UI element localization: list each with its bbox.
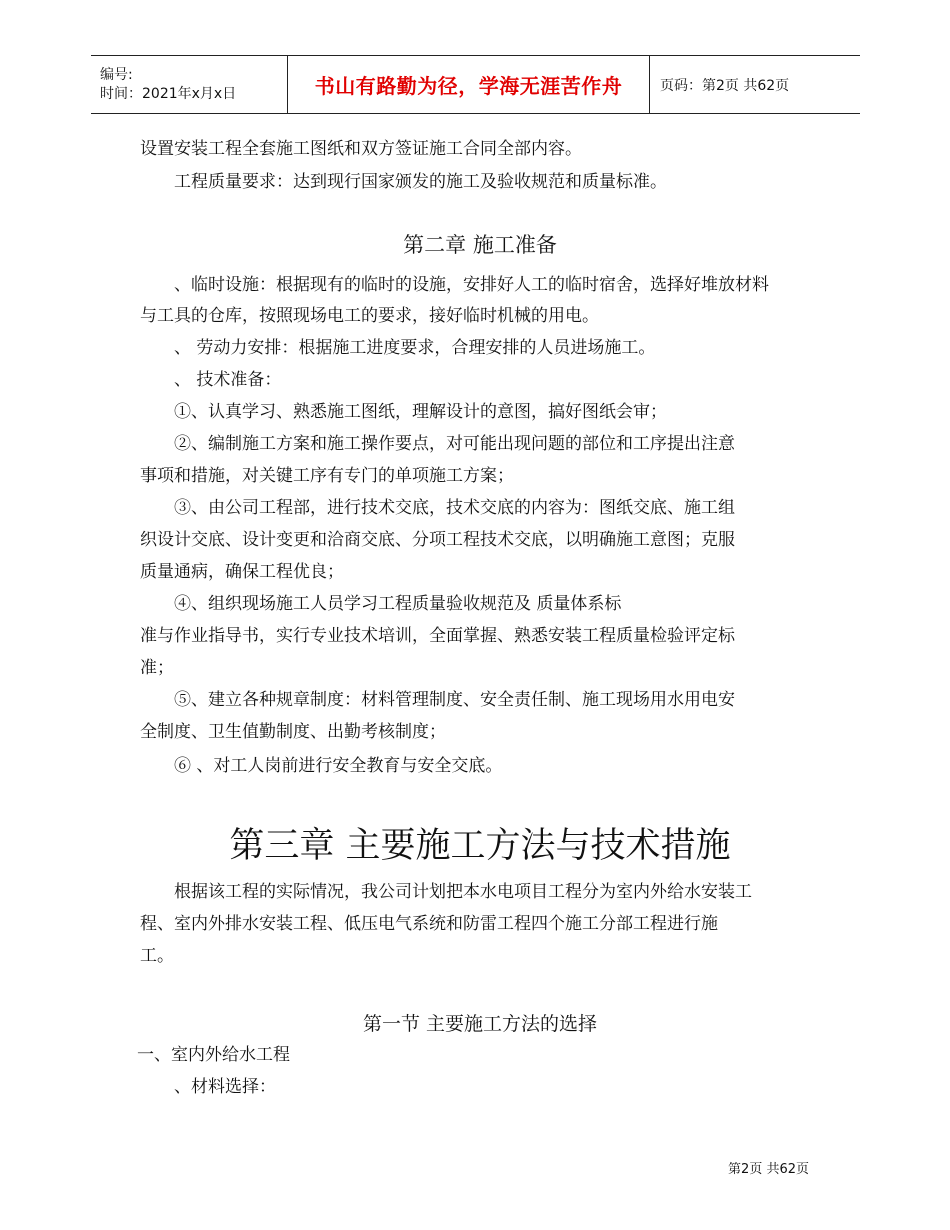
intro-paragraph: 设置安装工程全套施工图纸和双方签证施工合同全部内容。: [140, 139, 582, 159]
document-number-label: 编号:: [100, 66, 133, 83]
tech-item-3-line-2: 织设计交底、设计变更和洽商交底、分项工程技术交底，以明确施工意图；克服: [140, 530, 735, 550]
temp-facilities-line-2: 与工具的仓库，按照现场电工的要求，接好临时机械的用电。: [140, 306, 599, 326]
tech-item-3-line-3: 质量通病，确保工程优良；: [140, 562, 344, 582]
temp-facilities-line-1: 、临时设施：根据现有的临时的设施，安排好人工的临时宿舍，选择好堆放材料: [174, 275, 769, 295]
tech-item-5-line-1: ⑤、建立各种规章制度：材料管理制度、安全责任制、施工现场用水用电安: [174, 690, 735, 710]
document-time-label: 时间：2021年x月x日: [100, 85, 237, 102]
page-footer: [728, 1158, 809, 1177]
section-1-title: 第一节 主要施工方法的选择: [362, 1013, 598, 1035]
header-page-label: 页码：第2页 共62页: [660, 77, 790, 94]
header-motto: [287, 56, 650, 113]
header-meta: [91, 56, 287, 113]
tech-item-5-line-2: 全制度、卫生值勤制度、出勤考核制度；: [140, 722, 446, 742]
chapter-2-title: 第二章 施工准备: [403, 233, 557, 257]
chapter-3-paragraph-line-2: 程、室内外排水安装工程、低压电气系统和防雷工程四个施工分部工程进行施: [140, 914, 718, 934]
material-selection-heading: 、材料选择：: [174, 1077, 276, 1097]
tech-item-4-line-1: ④、组织现场施工人员学习工程质量验收规范及 质量体系标: [174, 594, 622, 614]
tech-item-2-line-2: 事项和措施，对关键工序有专门的单项施工方案；: [140, 466, 514, 486]
footer-page-label: 第2页 共62页: [728, 1162, 809, 1177]
tech-item-1: ①、认真学习、熟悉施工图纸，理解设计的意图，搞好图纸会审；: [174, 402, 667, 422]
tech-prep-heading: 、 技术准备：: [174, 370, 282, 390]
chapter-3-paragraph-line-1: 根据该工程的实际情况，我公司计划把本水电项目工程分为室内外给水安装工: [174, 882, 752, 902]
subsection-water-supply: 一、室内外给水工程: [137, 1045, 290, 1065]
page-header: [91, 55, 860, 114]
labor-arrangement-paragraph: 、 劳动力安排：根据施工进度要求，合理安排的人员进场施工。: [174, 338, 656, 358]
chapter-3-paragraph-line-3: 工。: [140, 946, 174, 966]
tech-item-4-line-3: 准；: [140, 658, 174, 678]
tech-item-6: ⑥ 、对工人岗前进行安全教育与安全交底。: [174, 756, 503, 776]
chapter-3-title: 第三章 主要施工方法与技术措施: [229, 826, 731, 866]
tech-item-4-line-2: 准与作业指导书，实行专业技术培训，全面掌握、熟悉安装工程质量检验评定标: [140, 626, 735, 646]
tech-item-3-line-1: ③、由公司工程部，进行技术交底，技术交底的内容为：图纸交底、施工组: [174, 498, 735, 518]
header-page-info: [650, 56, 860, 113]
motto-text: 书山有路勤为径，学海无涯苦作舟: [314, 74, 623, 98]
quality-requirement-paragraph: 工程质量要求：达到现行国家颁发的施工及验收规范和质量标准。: [174, 172, 667, 192]
tech-item-2-line-1: ②、编制施工方案和施工操作要点，对可能出现问题的部位和工序提出注意: [174, 434, 735, 454]
